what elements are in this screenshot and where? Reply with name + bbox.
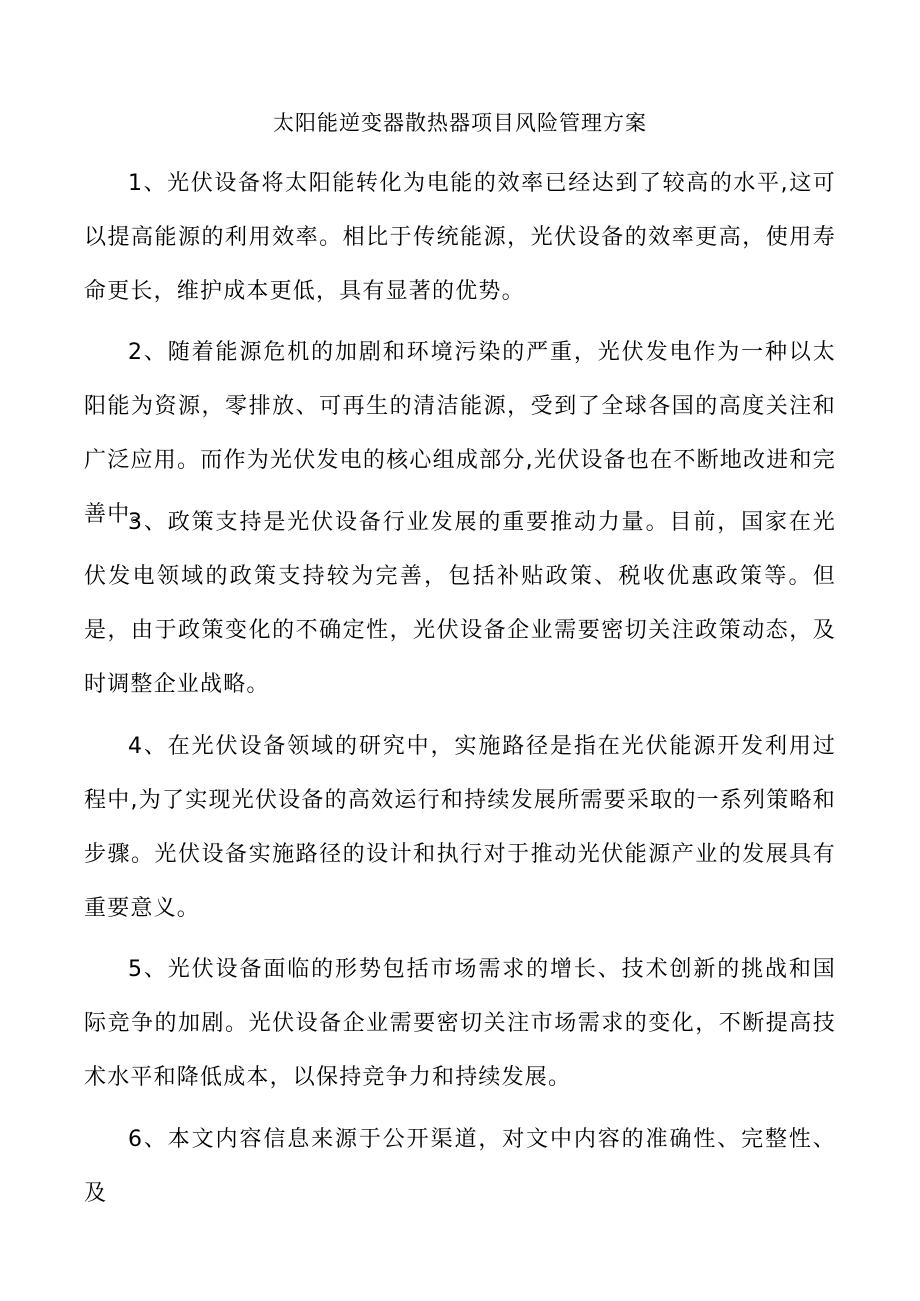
paragraph-2: 2、随着能源危机的加剧和环境污染的严重，光伏发电作为一种以太阳能为资源，零排放、可再生的清洁能源，受到了全球各国的高度关注和广泛应用。而作为光伏发电的核心组成部分,光伏设备也在不断地改进和完善中。 bbox=[84, 340, 836, 527]
paragraph-5: 5、光伏设备面临的形势包括市场需求的增长、技术创新的挑战和国际竞争的加剧。光伏设备企业需要密切关注市场需求的变化，不断提高技术水平和降低成本，以保持竞争力和持续发展。 bbox=[84, 957, 836, 1090]
paragraph-6: 6、本文内容信息来源于公开渠道，对文中内容的准确性、完整性、及 bbox=[84, 1127, 836, 1206]
paragraph-1: 1、光伏设备将太阳能转化为电能的效率已经达到了较高的水平,这可以提高能源的利用效率。相比于传统能源，光伏设备的效率更高，使用寿命更长，维护成本更低，具有显著的优势。 bbox=[84, 171, 836, 304]
paragraph-4: 4、在光伏设备领域的研究中，实施路径是指在光伏能源开发利用过程中,为了实现光伏设备的高效运行和持续发展所需要采取的一系列策略和步骤。光伏设备实施路径的设计和执行对于推动光伏能源产业的发展具有重要意义。 bbox=[84, 734, 836, 921]
document-title: 太阳能逆变器散热器项目风险管理方案 bbox=[273, 111, 647, 135]
paragraph-3: 3、政策支持是光伏设备行业发展的重要推动力量。目前，国家在光伏发电领域的政策支持较为完善，包括补贴政策、税收优惠政策等。但是，由于政策变化的不确定性，光伏设备企业需要密切关注政策动态，及时调整企业战略。 bbox=[84, 510, 836, 697]
